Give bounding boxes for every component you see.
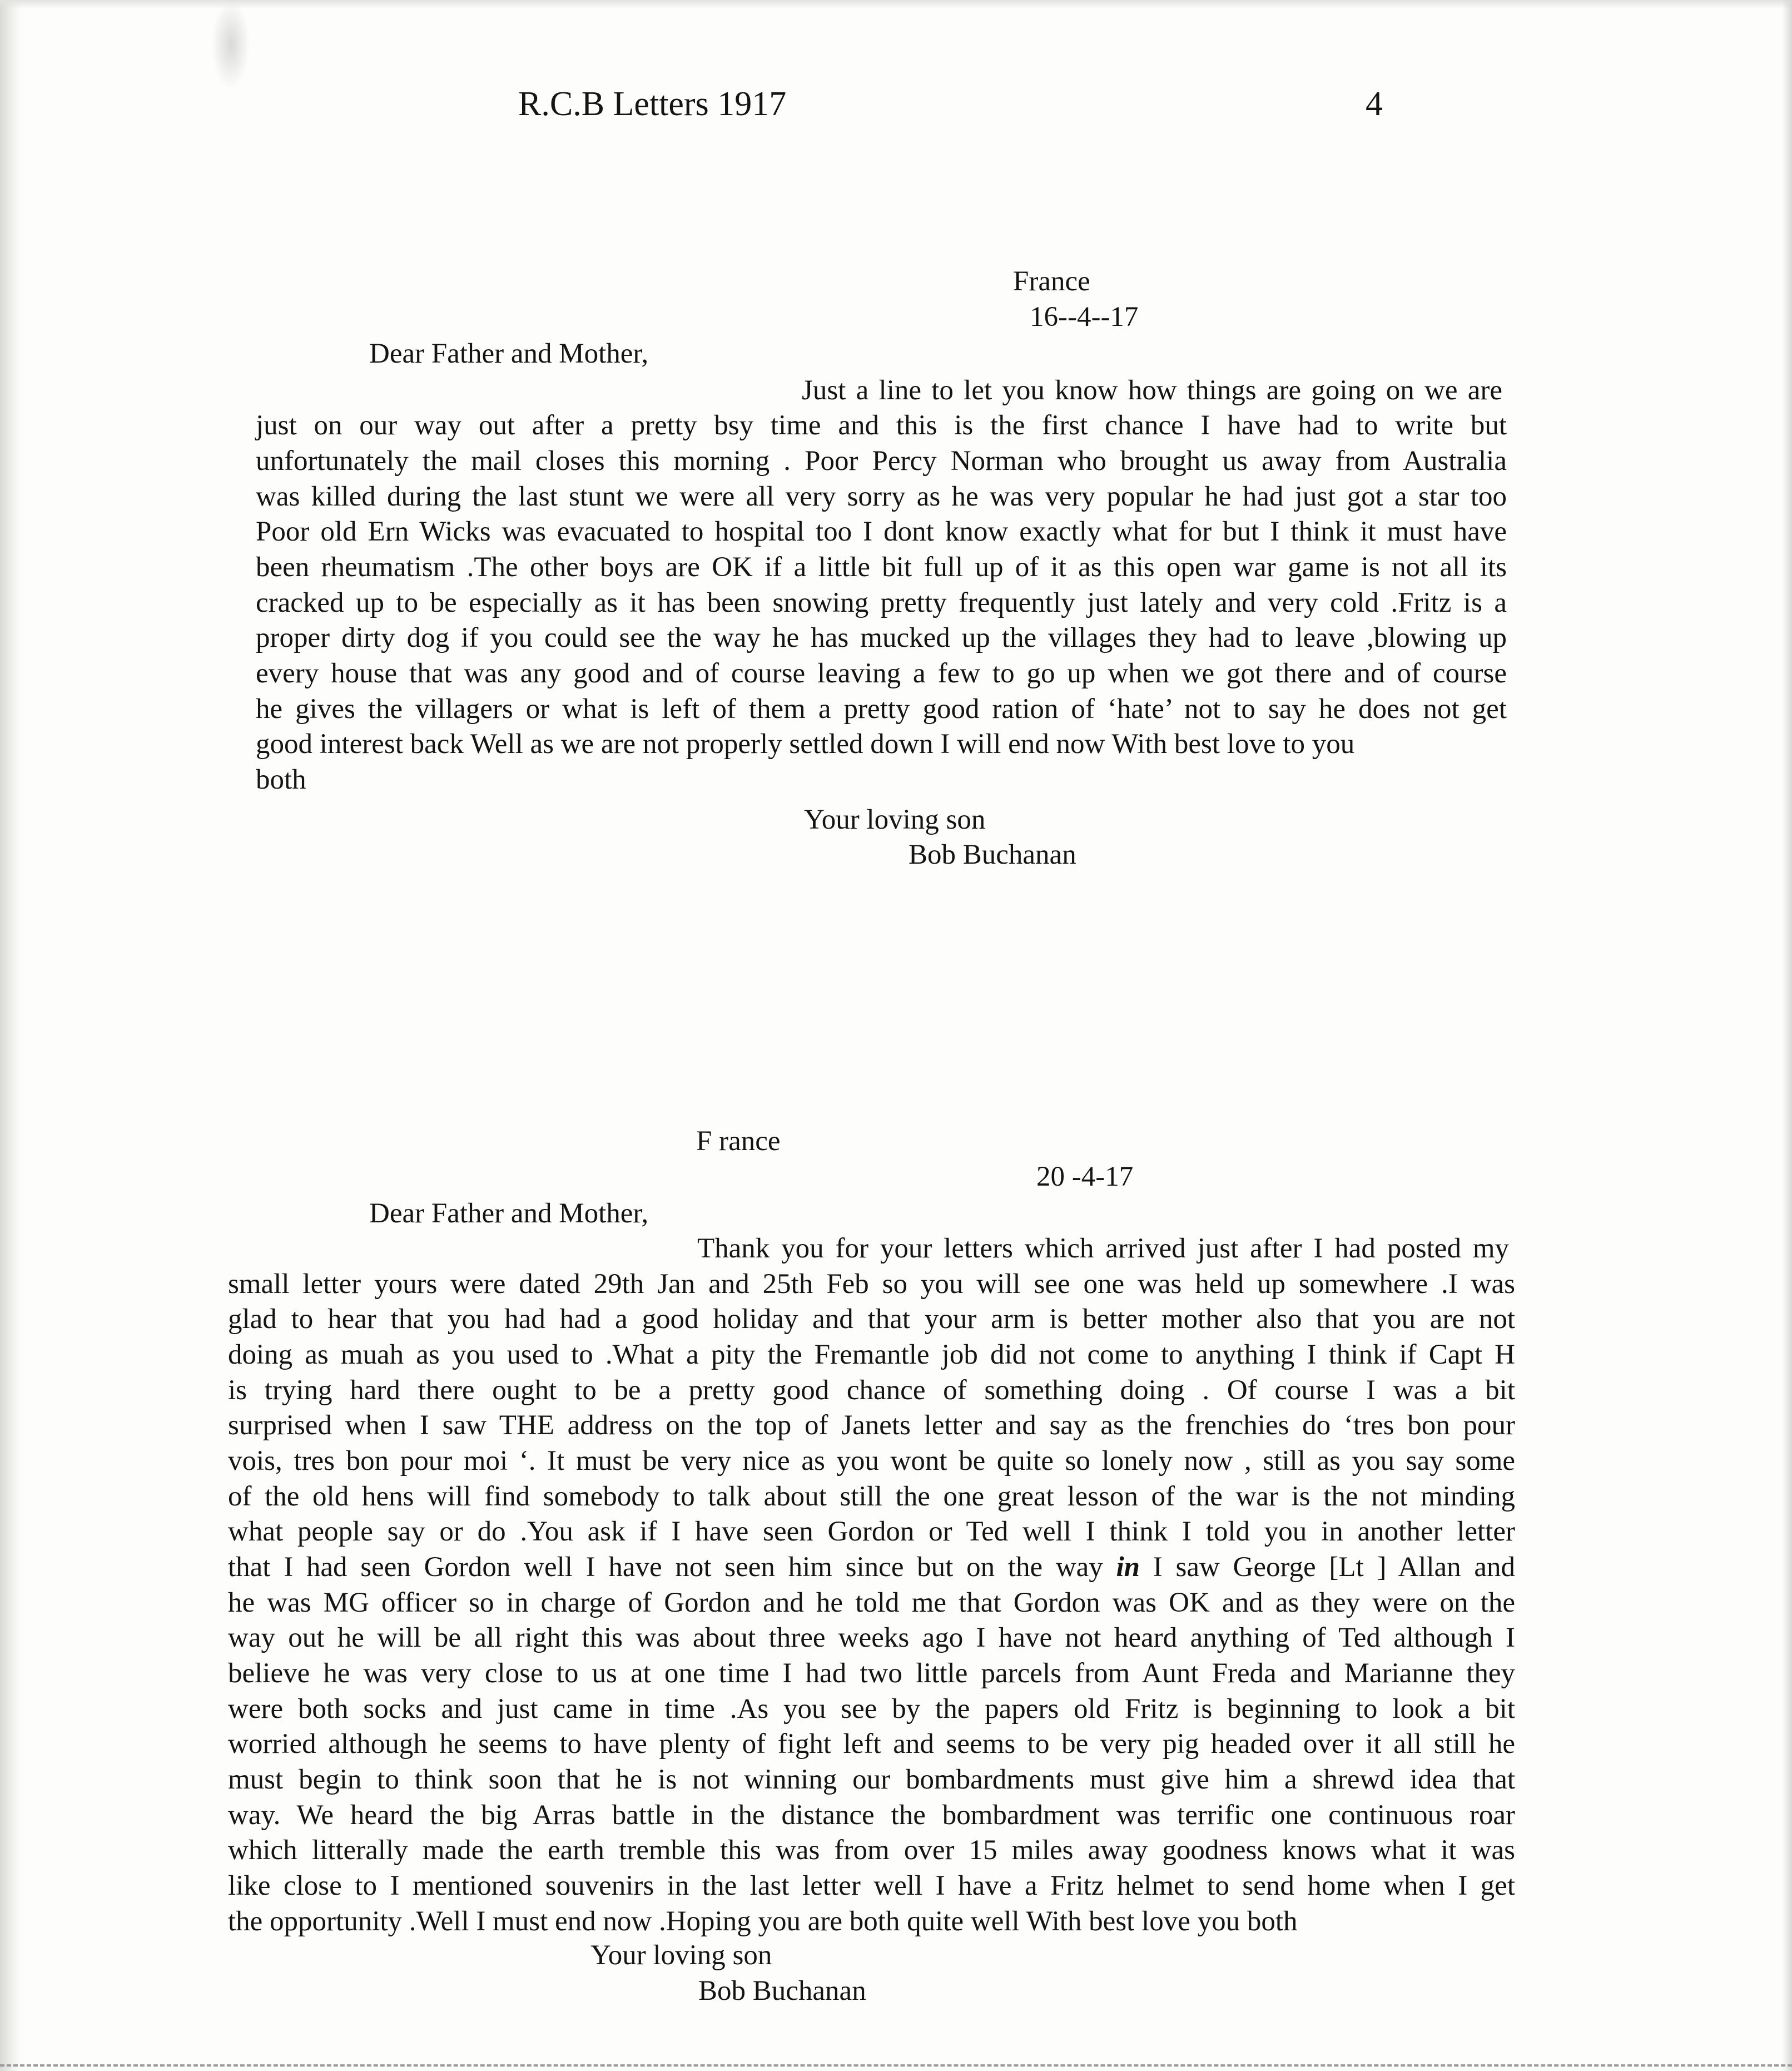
letter2-closing: Your loving son xyxy=(590,1940,772,1971)
letter2-line: way. We heard the big Arras battle in the distance the bombardment was terrific one continuous roar xyxy=(228,1800,1515,1831)
letter2-line: the opportunity .Well I must end now .Hoping you are both quite well With best love you both xyxy=(228,1906,1298,1937)
letter2-line: believe he was very close to us at one time I had two little parcels from Aunt Freda and Marianne they xyxy=(228,1658,1515,1689)
letter1-line: good interest back Well as we are not properly settled down I will end now With best love to you xyxy=(256,729,1355,760)
letter2-line: of the old hens will find somebody to talk about still the one great lesson of the war is the not minding xyxy=(228,1481,1515,1512)
scan-edge-top xyxy=(0,0,1792,9)
letter2-line: were both socks and just came in time .As you see by the papers old Fritz is beginning to look a bit xyxy=(228,1693,1515,1725)
letter2-line-part: I saw George [Lt ] Allan and xyxy=(1140,1552,1515,1583)
letter2-line: doing as muah as you used to .What a pity the Fremantle job did not come to anything I think if Capt H xyxy=(228,1339,1515,1370)
letter2-line: way out he will be all right this was about three weeks ago I have not heard anything of Ted although I xyxy=(228,1622,1515,1653)
letter2-line: Thank you for your letters which arrived just after I had posted my xyxy=(697,1233,1509,1264)
letter2-line: must begin to think soon that he is not winning our bombardments must give him a shrewd idea that xyxy=(228,1764,1515,1795)
letter2-line: he was MG officer so in charge of Gordon and he told me that Gordon was OK and as they were on the xyxy=(228,1587,1515,1618)
document-title: R.C.B Letters 1917 xyxy=(518,85,787,123)
letter2-emphasis-word: in xyxy=(1116,1552,1140,1583)
letter1-line: Just a line to let you know how things are going on we are xyxy=(802,375,1502,406)
letter2-line: glad to hear that you had had a good holiday and that your arm is better mother also that you are not xyxy=(228,1304,1515,1335)
letter2-signature: Bob Buchanan xyxy=(698,1975,866,2006)
letter1-line: just on our way out after a pretty bsy time and this is the first chance I have had to write but xyxy=(256,410,1507,441)
letter1-line: every house that was any good and of course leaving a few to go up when we got there and of course xyxy=(256,658,1507,689)
letter2-salutation: Dear Father and Mother, xyxy=(369,1198,649,1229)
letter2-place: F rance xyxy=(696,1126,781,1157)
letter1-line: unfortunately the mail closes this morning . Poor Percy Norman who brought us away from Australia xyxy=(256,445,1507,477)
letter1-line: was killed during the last stunt we were all very sorry as he was very popular he had just got a star too xyxy=(256,481,1507,512)
letter1-salutation: Dear Father and Mother, xyxy=(369,338,649,369)
scan-edge-right xyxy=(1782,0,1792,2071)
letter1-line: cracked up to be especially as it has been snowing pretty frequently just lately and very cold .Fritz is a xyxy=(256,587,1507,618)
letter2-line: small letter yours were dated 29th Jan and 25th Feb so you will see one was held up somewhere .I was xyxy=(228,1269,1515,1300)
bottom-edge-rule xyxy=(0,2064,1792,2067)
letter1-signature: Bob Buchanan xyxy=(909,839,1076,870)
letter2-line: what people say or do .You ask if I have seen Gordon or Ted well I think I told you in another letter xyxy=(228,1516,1515,1547)
letter1-closing: Your loving son xyxy=(804,804,986,835)
letter2-line: surprised when I saw THE address on the top of Janets letter and say as the frenchies do ‘tres bon pour xyxy=(228,1410,1515,1441)
letter1-line: proper dirty dog if you could see the way he has mucked up the villages they had to leave ,blowing up xyxy=(256,622,1507,653)
letter2-line: is trying hard there ought to be a pretty good chance of something doing . Of course I was a bit xyxy=(228,1375,1515,1406)
letter2-date: 20 -4-17 xyxy=(1036,1161,1134,1192)
letter1-line: Poor old Ern Wicks was evacuated to hospital too I dont know exactly what for but I think it must have xyxy=(256,516,1507,547)
scan-edge-left xyxy=(0,0,21,2071)
page-number: 4 xyxy=(1366,85,1383,123)
letter2-line: vois, tres bon pour moi ‘. It must be very nice as you wont be quite so lonely now , still as you say some xyxy=(228,1445,1515,1477)
letter2-line: which litterally made the earth tremble this was from over 15 miles away goodness knows what it was xyxy=(228,1835,1515,1866)
letter1-line: both xyxy=(256,764,306,795)
letter1-line: he gives the villagers or what is left of them a pretty good ration of ‘hate’ not to say he does not get xyxy=(256,693,1507,725)
letter2-line: like close to I mentioned souvenirs in the last letter well I have a Fritz helmet to send home when I get xyxy=(228,1870,1515,1901)
letter2-line-part: that I had seen Gordon well I have not seen him since but on the way xyxy=(228,1552,1116,1583)
letter1-line: been rheumatism .The other boys are OK if a little bit full up of it as this open war game is not all its xyxy=(256,552,1507,583)
letter2-line: worried although he seems to have plenty of fight left and seems to be very pig headed over it all still he xyxy=(228,1728,1515,1760)
letter2-line-with-emphasis xyxy=(228,1549,1515,1585)
letter1-date: 16--4--17 xyxy=(1030,301,1139,333)
letter1-place: France xyxy=(1013,266,1090,297)
scan-smudge xyxy=(211,0,250,89)
